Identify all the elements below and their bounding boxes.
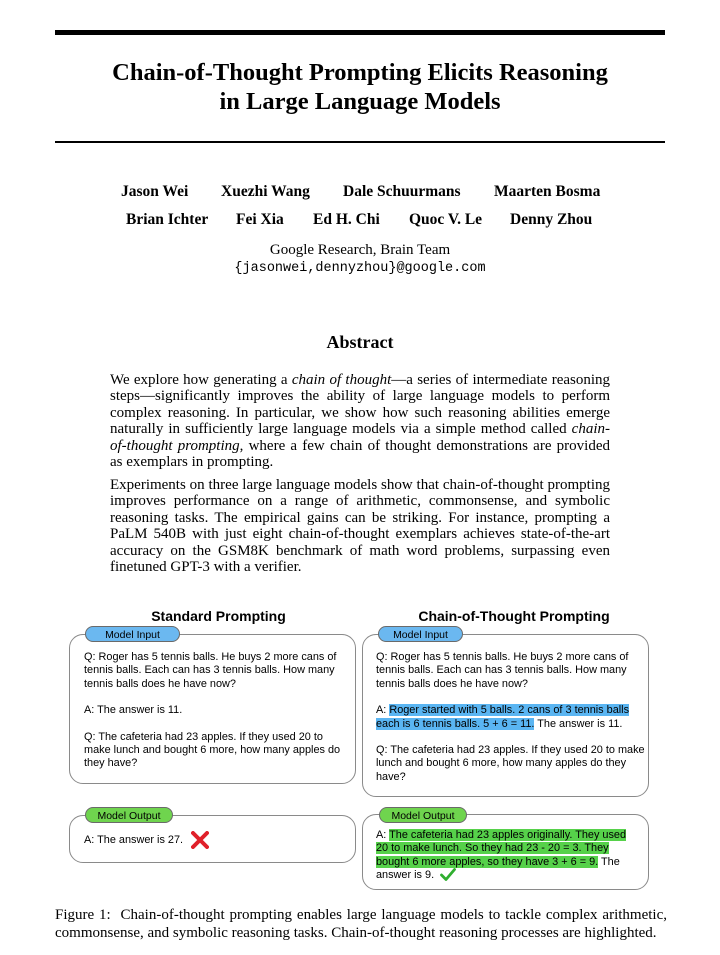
caption-text: Chain-of-thought prompting enables large language models to tackle complex arithmetic, commonsense, and symbolic reasoning tasks. Chain-of-thought reasoning processes are highlighted. <box>55 907 667 941</box>
author-name: Maarten Bosma <box>494 183 601 200</box>
author-name: Ed H. Chi <box>313 211 380 228</box>
author-name: Jason Wei <box>121 183 189 200</box>
abstract-heading: Abstract <box>326 332 394 352</box>
reasoning-highlight: 20 to make lunch. So they had 23 - 20 = 3. They <box>376 842 609 855</box>
reasoning-highlight: bought 6 more apples, so they have 3 + 6 = 9. <box>376 855 599 868</box>
reasoning-highlight: The cafeteria had 23 apples originally. They used <box>389 829 627 841</box>
standard-output-text: A: The answer is 27. <box>84 834 184 846</box>
model-output-tag: Model Output <box>85 807 173 823</box>
caption-label: Figure 1: <box>55 907 111 923</box>
title-line-2: in Large Language Models <box>219 88 501 115</box>
author-name: Dale Schuurmans <box>343 183 461 200</box>
model-output-tag: Model Output <box>379 807 467 823</box>
exemplar-cot-answer: A: Roger started with 5 balls. 2 cans of 3 tennis balls each is 6 tennis balls. 5 + 6 = 11. The answer is 11. <box>376 704 630 730</box>
exemplar-answer: A: The answer is 11. <box>84 704 183 717</box>
title-line-1: Chain-of-Thought Prompting Elicits Reasoning <box>112 59 608 86</box>
cot-prompting-heading: Chain-of-Thought Prompting <box>418 608 610 624</box>
author-name: Fei Xia <box>236 211 284 228</box>
standard-input-text <box>84 651 349 771</box>
figure-caption <box>55 907 667 942</box>
correct-check-icon <box>440 868 456 881</box>
exemplar-question: Q: Roger has 5 tennis balls. He buys 2 more cans of tennis balls. Each can has 3 tennis balls. How many tennis balls does he have now? <box>84 651 337 690</box>
wrong-x-icon <box>191 831 209 849</box>
paper-title <box>55 58 665 116</box>
author-name: Xuezhi Wang <box>221 183 310 200</box>
cot-output-text: A: The cafeteria had 23 apples originally. They used 20 to make lunch. So they had 23 - 20 = 3. They bought 6 more apples, so they have 3 + 6 = 9. The answer is 9. <box>376 829 627 882</box>
title-rule <box>55 141 665 143</box>
cot-input-text <box>376 651 646 784</box>
author-name: Denny Zhou <box>510 211 593 228</box>
abstract-paragraph-1: We explore how generating a chain of thought—a series of intermediate reasoning steps—significantly improves the ability of large language models to perform complex reasoning. In particular, we show how such reasoning abilities emerge naturally in sufficiently large language models via a simple method called chain-of-thought prompting, where a few chain of thought demonstrations are provided as exemplars in prompting. <box>110 372 611 471</box>
model-input-tag: Model Input <box>85 626 180 642</box>
exemplar-question: Q: Roger has 5 tennis balls. He buys 2 more cans of tennis balls. Each can has 3 tennis balls. How many tennis balls does he have now? <box>376 651 629 690</box>
affiliation: Google Research, Brain Team <box>269 242 451 258</box>
top-rule <box>55 30 665 35</box>
author-name: Quoc V. Le <box>409 211 483 228</box>
test-question: Q: The cafeteria had 23 apples. If they used 20 to make lunch and bought 6 more, how many apples do they have? <box>376 744 645 783</box>
standard-prompting-heading: Standard Prompting <box>151 608 286 624</box>
author-email: {jasonwei,dennyzhou}@google.com <box>234 261 486 276</box>
abstract-paragraph-2: Experiments on three large language models show that chain-of-thought prompting improves performance on a range of arithmetic, commonsense, and symbolic reasoning tasks. The empirical gains can be striking. For instance, prompting a PaLM 540B with just eight chain-of-thought exemplars achieves state-of-the-art accuracy on the GSM8K benchmark of math word problems, surpassing even finetuned GPT-3 with a verifier. <box>110 477 610 576</box>
reasoning-highlight: Roger started with 5 balls. 2 cans of 3 tennis balls <box>389 704 630 717</box>
reasoning-highlight: each is 6 tennis balls. 5 + 6 = 11. <box>376 717 535 730</box>
author-name: Brian Ichter <box>126 211 209 228</box>
model-input-tag: Model Input <box>378 626 463 642</box>
test-question: Q: The cafeteria had 23 apples. If they used 20 to make lunch and bought 6 more, how many apples do they have? <box>84 730 341 770</box>
